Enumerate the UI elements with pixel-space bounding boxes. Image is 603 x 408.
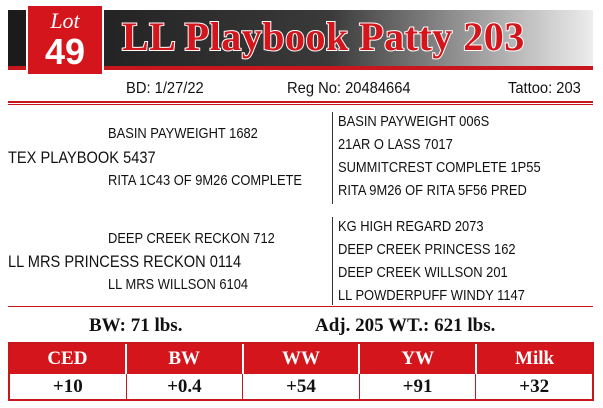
sire-dam: RITA 1C43 OF 9M26 COMPLETE <box>108 172 303 189</box>
info-divider-thin <box>8 104 593 105</box>
registration-number: Reg No: 20484664 <box>287 80 411 97</box>
epd-table <box>8 342 594 401</box>
epd-value-ww: +54 <box>243 374 360 399</box>
dam-dam: LL MRS WILLSON 6104 <box>108 276 249 293</box>
dam-sire-dam: DEEP CREEK PRINCESS 162 <box>338 241 516 258</box>
epd-header-ww: WW <box>244 344 361 374</box>
epd-header-milk: Milk <box>515 348 555 369</box>
lot-badge <box>26 4 104 76</box>
sire-name: TEX PLAYBOOK 5437 <box>8 148 156 167</box>
epd-header-ced: CED <box>10 344 127 374</box>
birth-weight: BW: 71 lbs. <box>89 315 183 336</box>
dam-sire-sire: KG HIGH REGARD 2073 <box>338 218 484 235</box>
epd-value-milk: +32 <box>519 376 550 397</box>
epd-header-bw: BW <box>127 344 244 374</box>
adjusted-205-weight: Adj. 205 WT.: 621 lbs. <box>315 315 496 336</box>
lot-label: Lot <box>50 8 80 33</box>
info-divider <box>8 101 593 103</box>
dam-dam-dam: LL POWDERPUFF WINDY 1147 <box>338 287 525 304</box>
pedigree-bracket-sire <box>332 112 333 204</box>
epd-value-row <box>10 374 592 399</box>
animal-name-title: LL Playbook Patty 203 <box>122 14 525 59</box>
sire-dam-sire: SUMMITCREST COMPLETE 1P55 <box>338 159 541 176</box>
sire-sire-sire: BASIN PAYWEIGHT 006S <box>338 113 490 130</box>
dam-name: LL MRS PRINCESS RECKON 0114 <box>8 252 242 271</box>
lot-number: 49 <box>44 31 86 72</box>
epd-header-yw: YW <box>360 344 477 374</box>
epd-value-ced: +10 <box>10 374 127 399</box>
sire-sire: BASIN PAYWEIGHT 1682 <box>108 125 258 142</box>
tattoo: Tattoo: 203 <box>508 80 581 97</box>
epd-value-yw: +91 <box>360 374 477 399</box>
pedigree-divider <box>8 306 593 307</box>
pedigree-bracket-dam <box>332 217 333 305</box>
sire-sire-dam: 21AR O LASS 7017 <box>338 136 453 153</box>
birth-date: BD: 1/27/22 <box>126 80 204 97</box>
sire-dam-dam: RITA 9M26 OF RITA 5F56 PRED <box>338 182 527 199</box>
dam-dam-sire: DEEP CREEK WILLSON 201 <box>338 264 508 281</box>
epd-value-bw: +0.4 <box>127 374 244 399</box>
epd-header-row <box>10 344 592 374</box>
dam-sire: DEEP CREEK RECKON 712 <box>108 230 275 247</box>
